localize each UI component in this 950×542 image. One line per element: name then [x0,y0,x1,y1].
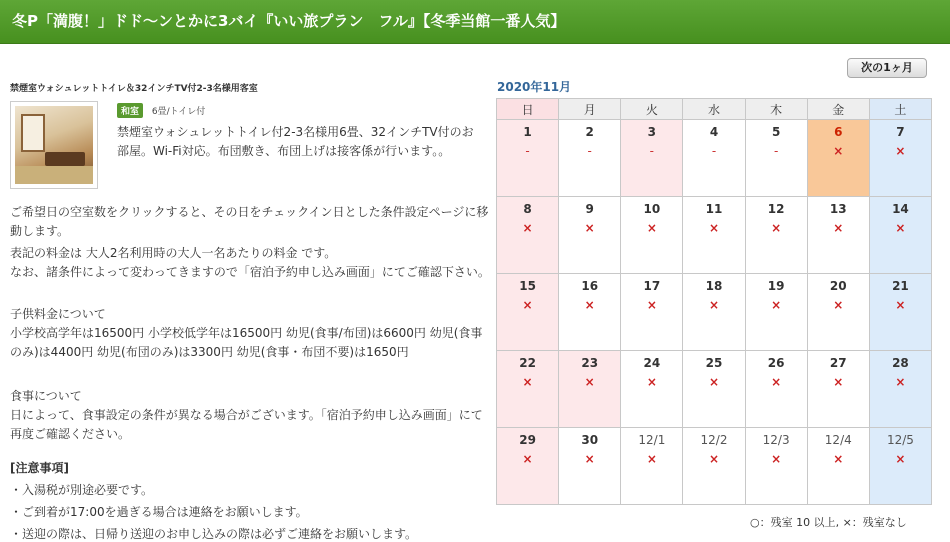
calendar-day-cell[interactable] [497,197,559,274]
sold-out-mark: × [895,221,906,235]
room-title: 禁煙室ウォシュレットトイレ＆32インチTV付2-3名様用客室 [10,84,258,94]
calendar-day-cell[interactable] [869,274,931,351]
meal-body: 日によって、食事設定の条件が異なる場合がございます。「宿泊予約申し込み画面」にて再度ご確認ください。 [10,408,483,441]
day-number: 27 [829,356,847,370]
calendar-day-cell[interactable] [497,351,559,428]
day-number: 29 [519,433,536,447]
calendar-month-label: 2020年11月 [497,80,572,94]
day-number: 24 [643,356,661,370]
calendar-day-cell[interactable] [559,428,621,505]
day-number: 23 [581,356,599,370]
calendar-week-row [497,428,932,505]
calendar-day-cell[interactable] [807,120,869,197]
price-note [10,244,490,282]
calendar-day-cell[interactable] [683,197,745,274]
unavailable-dash: - [773,144,779,158]
unavailable-dash: - [525,144,530,158]
sold-out-mark: × [771,221,782,235]
day-number: 2 [585,125,594,139]
calendar-day-cell[interactable] [683,274,745,351]
calendar-day-cell[interactable] [807,274,869,351]
day-number: 7 [896,125,905,139]
day-number: 12/1 [638,433,666,447]
unavailable-dash: - [711,144,717,158]
day-number: 26 [767,356,785,370]
calendar-day-cell[interactable] [497,428,559,505]
day-number: 30 [581,433,599,447]
weekday-thu: 木 [745,99,807,120]
sold-out-mark: × [584,298,595,312]
day-number: 10 [643,202,661,216]
calendar-day-cell[interactable] [745,351,807,428]
room-type-row [117,103,205,118]
day-number: 18 [705,279,723,293]
meal-title: 食事について [10,389,82,403]
weekday-sat: 土 [869,99,931,120]
weekday-header-row [497,99,932,120]
room-description: 禁煙室ウォシュレットトイレ付2-3名様用6畳、32インチTV付のお部屋。Wi-Fi対応。布団敷き、布団上げは接客係が行います。。 [117,125,474,158]
weekday-sun: 日 [497,99,559,120]
price-note-line1: 表記の料金は 大人2名利用時の大人一名あたりの料金 です。 [10,246,337,260]
calendar-day-cell[interactable] [559,197,621,274]
day-number: 12/3 [762,433,790,447]
calendar-week-row [497,197,932,274]
sold-out-mark: × [895,298,906,312]
calendar-day-cell[interactable] [807,351,869,428]
calendar-day-cell[interactable] [745,197,807,274]
availability-calendar [496,98,932,505]
calendar-day-cell[interactable] [807,197,869,274]
weekday-tue: 火 [621,99,683,120]
availability-legend: ○：残室 10 以上, ×：残室なし [750,516,907,529]
sold-out-mark: × [833,375,844,389]
sold-out-mark: × [522,298,533,312]
sold-out-mark: × [584,221,595,235]
day-number: 3 [647,125,657,139]
day-number: 12 [767,202,785,216]
day-number: 25 [705,356,723,370]
day-number: 20 [829,279,847,293]
japanese-room-image [15,106,93,184]
calendar-day-cell[interactable] [869,197,931,274]
unavailable-dash: - [649,144,655,158]
calendar-day-cell[interactable] [745,428,807,505]
calendar-day-cell[interactable] [497,274,559,351]
day-number: 12/5 [886,433,914,447]
plan-title: 冬P「満腹！」ドド〜ンとかに3バイ『いい旅プラン フル』【冬季当館一番人気】 [12,12,566,30]
sold-out-mark: × [646,221,657,235]
sold-out-mark: × [522,221,533,235]
day-number: 17 [643,279,661,293]
calendar-day-cell[interactable] [683,351,745,428]
note-item: ・ご到着が17:00を過ぎる場合は連絡をお願いします。 [10,505,308,519]
sold-out-mark: × [833,221,844,235]
plan-title-bar [0,0,950,44]
room-photo[interactable] [10,101,98,189]
sold-out-mark: × [895,375,906,389]
day-number: 8 [523,202,532,216]
day-number: 6 [834,125,843,139]
unavailable-dash: - [587,144,592,158]
calendar-day-cell[interactable] [621,351,683,428]
child-fee-section [10,305,490,362]
calendar-day-cell[interactable] [621,274,683,351]
sold-out-mark: × [771,375,782,389]
sold-out-mark: × [895,144,906,158]
calendar-day-cell[interactable] [559,274,621,351]
note-item: ・送迎の際は、日帰り送迎のお申し込みの際は必ずご連絡をお願いします。 [10,527,418,541]
child-fee-body: 小学校高学年は16500円 小学校低学年は16500円 幼児(食事/布団)は6600円 幼児(食事のみ)は4400円 幼児(布団のみ)は3300円 幼児(食事・布団不要)は1650円 [10,326,483,359]
sold-out-mark: × [771,452,782,466]
sold-out-mark: × [708,298,720,312]
sold-out-mark: × [584,375,595,389]
booking-instruction: ご希望日の空室数をクリックすると、その日をチェックイン日とした条件設定ページに移動します。 [10,205,489,238]
calendar-day-cell[interactable] [559,120,621,197]
calendar-day-cell[interactable] [869,428,931,505]
sold-out-mark: × [771,298,782,312]
day-number: 13 [829,202,847,216]
calendar-day-cell[interactable] [745,120,807,197]
sold-out-mark: × [522,452,533,466]
room-size-text: 6畳/トイレ付 [151,107,206,117]
price-note-line2: なお、諸条件によって変わってきますので「宿泊予約申し込み画面」にてご確認下さい。 [10,265,490,279]
weekday-wed: 水 [683,99,745,120]
sold-out-mark: × [646,375,657,389]
calendar-day-cell[interactable] [869,351,931,428]
calendar-day-cell[interactable] [559,351,621,428]
day-number: 22 [519,356,536,370]
weekday-mon: 月 [559,99,621,120]
meal-section [10,387,490,444]
day-number: 1 [523,125,532,139]
day-number: 14 [892,202,909,216]
note-item: ・入湯税が別途必要です。 [10,483,154,497]
sold-out-mark: × [708,375,720,389]
day-number: 15 [519,279,536,293]
day-number: 5 [771,125,781,139]
weekday-fri: 金 [807,99,869,120]
next-month-button[interactable]: 次の1ヶ月 [847,58,927,78]
sold-out-mark: × [895,452,906,466]
calendar-day-cell[interactable] [497,120,559,197]
sold-out-mark: × [646,298,657,312]
calendar-day-cell[interactable] [745,274,807,351]
calendar-day-cell[interactable] [621,197,683,274]
calendar-day-cell[interactable] [683,120,745,197]
day-number: 4 [709,125,719,139]
calendar-day-cell[interactable] [621,428,683,505]
sold-out-mark: × [833,144,844,158]
day-number: 16 [581,279,599,293]
room-type-badge: 和室 [117,103,143,118]
sold-out-mark: × [708,452,720,466]
day-number: 11 [705,202,723,216]
calendar-day-cell[interactable] [807,428,869,505]
notes-heading: [注意事項] [10,461,69,475]
sold-out-mark: × [646,452,657,466]
calendar-day-cell[interactable] [621,120,683,197]
calendar-week-row [497,351,932,428]
child-fee-title: 子供料金について [10,307,106,321]
calendar-week-row [497,120,932,197]
day-number: 9 [585,202,594,216]
day-number: 28 [892,356,909,370]
calendar-day-cell[interactable] [683,428,745,505]
sold-out-mark: × [708,221,720,235]
day-number: 21 [892,279,909,293]
calendar-day-cell[interactable] [869,120,931,197]
sold-out-mark: × [833,452,844,466]
day-number: 19 [767,279,785,293]
sold-out-mark: × [584,452,595,466]
day-number: 12/4 [824,433,852,447]
sold-out-mark: × [522,375,533,389]
sold-out-mark: × [833,298,844,312]
day-number: 12/2 [700,433,728,447]
calendar-week-row [497,274,932,351]
